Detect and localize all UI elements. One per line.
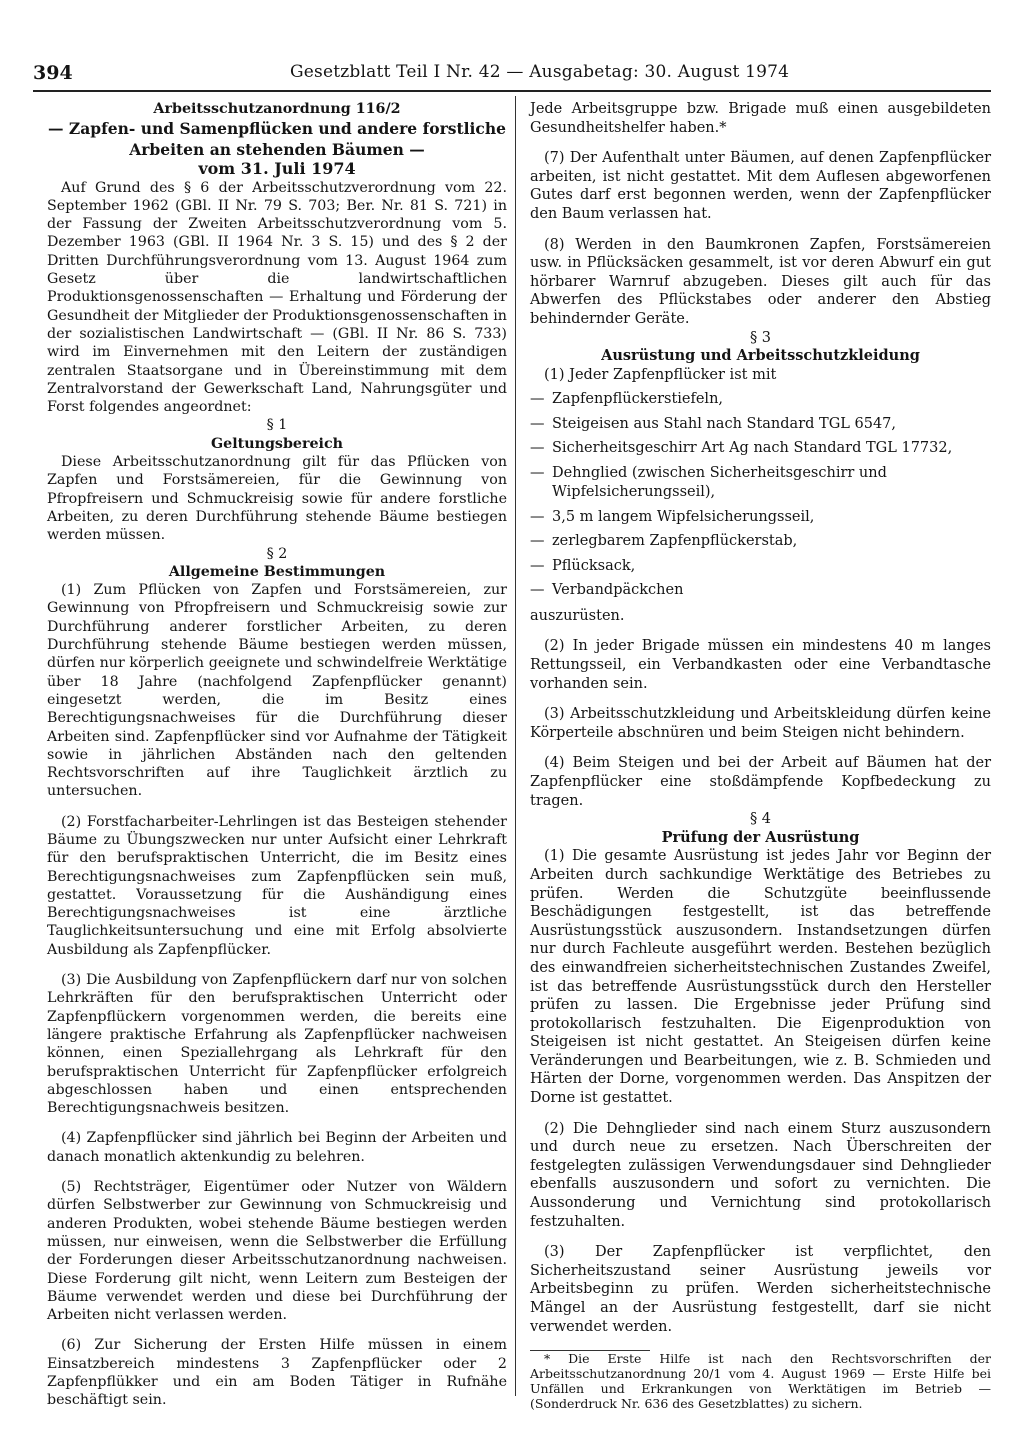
section-4-para-3: (3) Der Zapfenpflücker ist verpflichtet, den Sicherheitszustand seiner Ausrüstung jeweils vor Arbeitsbeginn zu prüfen. Werden sicherheitstechnische Mängel an der Ausrüstung festgestellt, darf sie nicht verwendet werden. (530, 1244, 991, 1335)
section-3-title: Ausrüstung und Arbeitsschutzkleidung (601, 347, 920, 365)
ordinance-title: Arbeitsschutzanordnung 116/2 (153, 101, 401, 117)
section-4-number: § 4 (749, 811, 772, 828)
left-column (47, 100, 507, 1410)
section-1-title: Geltungsbereich (211, 435, 343, 452)
section-2-para-7: (7) Der Aufenthalt unter Bäumen, auf denen Zapfenpflücker arbeiten, ist nicht gestattet. Mit dem Auflesen abgeworfenen Gutes darf erst begonnen werden, wenn der Zapfenpflücker den Baum verlassen hat. (530, 150, 991, 222)
ordinance-subtitle: — Zapfen- und Samenpflücken und andere forstliche Arbeiten an stehenden Bäumen — (48, 119, 506, 160)
section-2-para-4: (4) Zapfenpflücker sind jährlich bei Beginn der Arbeiten und danach monatlich aktenkundig zu belehren. (47, 1130, 507, 1165)
list-item: — zerlegbarem Zapfenpflückerstab, (530, 533, 798, 550)
section-3-para-1-intro: (1) Jeder Zapfenpflücker ist mit (544, 366, 777, 383)
list-item: — Pflücksack, (530, 557, 636, 574)
column-divider (515, 96, 516, 1396)
section-2-number: § 2 (266, 545, 288, 562)
section-3-para-1-end: auszurüsten. (530, 607, 625, 624)
section-3-para-3: (3) Arbeitsschutzkleidung und Arbeitskleidung dürfen keine Körperteile abschnüren und beim Steigen nicht behindern. (530, 706, 991, 741)
section-1-text: Diese Arbeitsschutzanordnung gilt für das Pflücken von Zapfen und Forstsämereien, für die Gewinnung von Pfropfreisern und Schmuckreisig sowie für andere forstliche Arbeiten, zu deren Durchführung stehende Bäume bestiegen werden müssen. (47, 454, 507, 544)
section-4-para-1: (1) Die gesamte Ausrüstung ist jedes Jahr vor Beginn der Arbeiten durch sachkundige Werktätige des Betriebes zu prüfen. Werden die Schutzgüte beeinflussende Beschädigungen festgestellt, ist das betreffende Ausrüstungsstück auszusondern. Instandsetzungen dürfen nur durch Fachleute ausgeführt werden. Bestehen bezüglich des einwandfreien sicherheitstechnischen Zustandes Zweifel, ist das betreffende Ausrüstungsstück durch den Hersteller prüfen zu lassen. Die Ergebnisse jeder Prüfung sind protokollarisch festzuhalten. Die Eigenproduktion von Steigeisen ist nicht gestattet. An Steigeisen dürfen keine Veränderungen und Bearbeitungen, wie z. B. Schmieden und Härten der Dorne, vorgenommen werden. Das Anspitzen der Dorne ist gestattet. (530, 848, 991, 1107)
section-2-title: Allgemeine Bestimmungen (168, 563, 386, 580)
page-number: 394 (33, 62, 73, 84)
section-1-number: § 1 (266, 417, 288, 434)
section-2-para-5: (5) Rechtsträger, Eigentümer oder Nutzer von Wäldern dürfen Selbstwerber zur Gewinnung von Schmuckreisig und anderen Produkten, wobei stehende Bäume bestiegen werden müssen, nur einweisen, wenn die Selbstwerber die Erfüllung der Forderungen dieser Arbeitsschutzanordnung nachweisen. Diese Forderung gilt nicht, wenn Leitern zum Besteigen der Bäume verwendet werden und diese bei Durchführung der Arbeiten nicht verlassen werden. (47, 1179, 507, 1324)
ordinance-date: vom 31. Juli 1974 (198, 159, 356, 179)
section-2-para-1: (1) Zum Pflücken von Zapfen und Forstsämereien, zur Gewinnung von Pfropfreisern und Schmuckreisig sowie zur Durchführung anderer forstlicher Arbeiten, zu deren Durchführung stehende Bäume bestiegen werden müssen, dürfen nur körperlich geeignete und schwindelfreie Werktätige über 18 Jahre (nachfolgend Zapfenpflücker genannt) eingesetzt werden, die im Besitz eines Berechtigungsnachweises für die Durchführung dieser Arbeiten sind. Zapfenpflücker sind vor Aufnahme der Tätigkeit sowie in jährlichen Abständen nach den geltenden Rechtsvorschriften auf ihre Tauglichkeit ärztlich zu untersuchen. (47, 582, 507, 800)
section-4-title: Prüfung der Ausrüstung (661, 828, 860, 846)
list-item: — 3,5 m langem Wipfelsicherungsseil, (530, 508, 815, 525)
list-item: — Verbandpäckchen (530, 582, 684, 599)
section-2-para-8: (8) Werden in den Baumkronen Zapfen, Forstsämereien usw. in Pflücksäcken gesammelt, ist vor deren Abwurf ein gut hörbarer Warnruf abzugeben. Dieses gilt auch für das Abwerfen des Pflückstabes oder anderer den Abstieg behindernder Geräte. (530, 236, 991, 327)
section-2-para-6: (6) Zur Sicherung der Ersten Hilfe müssen in einem Einsatzbereich mindestens 3 Zapfenpflücker oder 2 Zapfenpflükker und ein am Boden Tätiger in Rufnähe beschäftigt sein. (47, 1337, 507, 1409)
section-4-para-2: (2) Die Dehnglieder sind nach einem Sturz auszusondern und durch neue zu ersetzen. Nach Überschreiten der festgelegten zulässigen Verwendungsdauer sind Dehnglieder ebenfalls auszusondern und sofort zu vernichten. Die Aussonderung und Vernichtung sind protokollarisch festzuhalten. (530, 1120, 991, 1230)
header-rule (33, 90, 991, 92)
section-3-para-2: (2) In jeder Brigade müssen ein mindestens 40 m langes Rettungsseil, ein Verbandkasten oder eine Verbandtasche vorhanden sein. (530, 638, 991, 692)
right-column (530, 100, 991, 1411)
section-2-para-6-continued: Jede Arbeitsgruppe bzw. Brigade muß einen ausgebildeten Gesundheitshelfer haben.* (530, 101, 991, 136)
list-item: — Steigeisen aus Stahl nach Standard TGL 6547, (530, 415, 897, 432)
section-3-number: § 3 (749, 329, 772, 346)
section-2-para-3: (3) Die Ausbildung von Zapfenpflückern darf nur von solchen Lehrkräften für den berufspraktischen Unterricht oder Zapfenpflückern vorgenommen werden, die bereits eine längere praktische Erfahrung als Zapfenpflücker nachweisen können, einen Speziallehrgang als Lehrkraft für den berufspraktischen Unterricht für Zapfenpflücker erfolgreich abgeschlossen haben und einen entsprechenden Berechtigungsnachweis besitzen. (47, 972, 507, 1117)
equipment-list (530, 390, 991, 601)
footnote: * Die Erste Hilfe ist nach den Rechtsvorschriften der Arbeitsschutzanordnung 20/1 vom 4. August 1969 — Erste Hilfe bei Unfällen und Erkrankungen von Werktätigen im Betrieb — (Sonderdruck Nr. 636 des Gesetzblattes) zu sichern. (530, 1351, 991, 1412)
list-item: — Sicherheitsgeschirr Art Ag nach Standard TGL 17732, (530, 440, 953, 457)
list-item: — Dehnglied (zwischen Sicherheitsgeschirr und Wipfelsicherungsseil), (530, 464, 887, 501)
preamble: Auf Grund des § 6 der Arbeitsschutzverordnung vom 22. September 1962 (GBl. II Nr. 79 S. 703; Ber. Nr. 81 S. 721) in der Fassung der Zweiten Arbeitsschutzverordnung vom 5. Dezember 1963 (GBl. II 1964 Nr. 3 S. 15) und des § 2 der Dritten Durchführungsverordnung vom 13. August 1964 zum Gesetz über die landwirtschaftlichen Produktionsgenossenschaften — Erhaltung und Förderung der Gesundheit der Mitglieder der Produktionsgenossenschaften in der sozialistischen Landwirtschaft — (GBl. II Nr. 86 S. 733) wird im Einvernehmen mit den Leitern der zuständigen zentralen Staatsorgane und in Übereinstimmung mit dem Zentralvorstand der Gewerkschaft Land, Nahrungsgüter und Forst folgendes angeordnet: (47, 179, 507, 416)
section-3-para-4: (4) Beim Steigen und bei der Arbeit auf Bäumen hat der Zapfenpflücker eine stoßdämpfende Kopfbedeckung zu tragen. (530, 755, 991, 809)
list-item: — Zapfenpflückerstiefeln, (530, 391, 724, 408)
section-2-para-2: (2) Forstfacharbeiter-Lehrlingen ist das Besteigen stehender Bäume zu Übungszwecken nur unter Aufsicht einer Lehrkraft für den berufspraktischen Unterricht, die im Besitz eines Berechtigungsnachweises zum Zapfenpflücken sein muß, gestattet. Voraussetzung für die Aushändigung eines Berechtigungsnachweises ist eine ärztliche Tauglichkeitsuntersuchung und eine mit Erfolg absolvierte Ausbildung als Zapfenpflücker. (47, 813, 507, 958)
running-header: Gesetzblatt Teil I Nr. 42 — Ausgabetag: 30. August 1974 (290, 62, 790, 82)
